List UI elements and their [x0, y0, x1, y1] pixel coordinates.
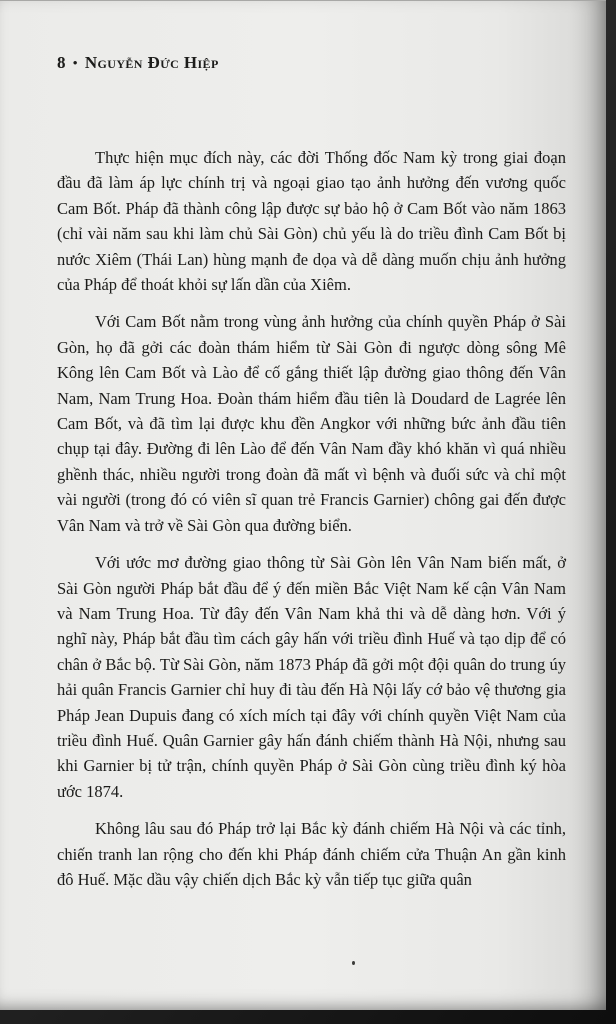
running-head-author: Nguyễn Đức Hiệp: [84, 53, 219, 72]
body-paragraph: Không lâu sau đó Pháp trở lại Bắc kỳ đánh chiếm Hà Nội và các tỉnh, chiến tranh lan rộng cho đến khi Pháp đánh chiếm cửa Thuận An gần kinh đô Huế. Mặc dầu vậy chiến dịch Bắc kỳ vẫn tiếp tục giữa quân: [57, 819, 566, 889]
body-paragraph: Với ước mơ đường giao thông từ Sài Gòn lên Vân Nam biến mất, ở Sài Gòn người Pháp bắt đầu để ý đến miền Bắc Việt Nam kế cận Vân Nam và Nam Trung Hoa. Từ đây đến Vân Nam khả thi và dễ dàng hơn. Với ý nghĩ này, Pháp bắt đầu tìm cách gây hấn với triều đình Huế và tạo dịp để có chân ở Bắc bộ. Từ Sài Gòn, năm 1873 Pháp đã gởi một đội quân do trung úy hải quân Francis Garnier chỉ huy đi tàu đến Hà Nội lấy cớ bảo vệ thương gia Pháp Jean Dupuis đang có xích mích tại đây với chính quyền Việt Nam của triều đình Huế. Quân Garnier gây hấn đánh chiếm thành Hà Nội, nhưng sau khi Garnier bị tử trận, chính quyền Pháp ở Sài Gòn cùng triều đình ký hòa ước 1874.: [57, 553, 566, 801]
page-body: [0, 145, 606, 892]
running-header: [0, 53, 606, 73]
header-separator: •: [72, 55, 78, 70]
stray-ink-mark: [352, 961, 355, 965]
body-paragraph: Thực hiện mục đích này, các đời Thống đốc Nam kỳ trong giai đoạn đầu đã làm áp lực chính trị và ngoại giao tạo ảnh hưởng đến vương quốc Cam Bốt. Pháp đã thành công lập được sự bảo hộ ở Cam Bốt vào năm 1863 (chỉ vài năm sau khi làm chủ Sài Gòn) chủ yếu là do triều đình Cam Bốt bị nước Xiêm (Thái Lan) hùng mạnh đe dọa và dễ dàng muốn chịu ảnh hưởng của Pháp để thoát khỏi sự lấn dần của Xiêm.: [57, 148, 566, 295]
body-paragraph: Với Cam Bốt nằm trong vùng ảnh hưởng của chính quyền Pháp ở Sài Gòn, họ đã gởi các đoàn thám hiểm từ Sài Gòn đi ngược dòng sông Mê Kông lên Cam Bốt và Lào để cố gắng thiết lập đường giao thông đến Vân Nam, Nam Trung Hoa. Đoàn thám hiểm đầu tiên là Doudard de Lagrée lên Cam Bốt, và đã tìm lại được khu đền Angkor với những bức ảnh đầu tiên chụp tại đây. Đường đi lên Lào để đến Vân Nam đầy khó khăn vì quá nhiều ghềnh thác, nhiều người trong đoàn đã mất vì bệnh và đuối sức và chỉ một vài người (trong đó có viên sĩ quan trẻ Francis Garnier) chông gai đến được Vân Nam và trở về Sài Gòn qua đường biển.: [57, 312, 566, 535]
page-number: 8: [57, 53, 66, 72]
